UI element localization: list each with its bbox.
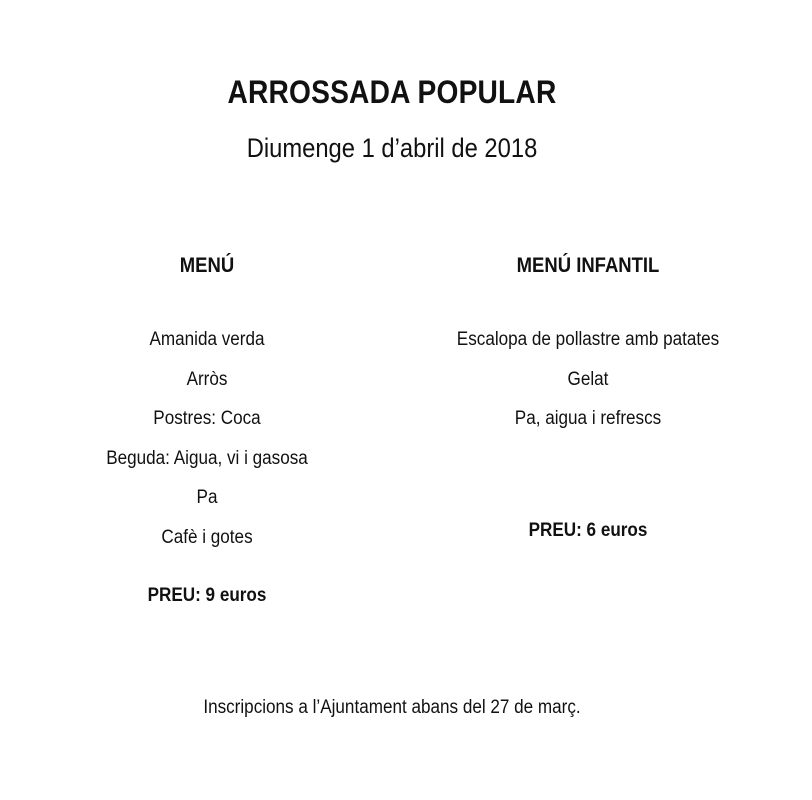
kids-menu-item: Pa, aigua i refrescs <box>514 408 662 430</box>
menu-price: PREU: 9 euros <box>147 584 267 606</box>
menu-items-list <box>57 320 357 558</box>
menu-item: Arròs <box>186 368 228 390</box>
kids-menu-column <box>418 252 758 545</box>
event-date: Diumenge 1 d’abril de 2018 <box>246 133 538 163</box>
kids-menu-item: Gelat <box>567 368 609 390</box>
menu-item: Postres: Coca <box>153 408 261 430</box>
menu-column <box>57 252 357 610</box>
registration-note: Inscripcions a l’Ajuntament abans del 27 de març. <box>203 697 581 718</box>
kids-menu-heading: MENÚ INFANTIL <box>516 254 660 277</box>
menu-item: Beguda: Aigua, vi i gasosa <box>106 447 308 469</box>
menu-item: Cafè i gotes <box>161 526 253 548</box>
menu-item: Pa <box>196 487 218 509</box>
kids-menu-items-list <box>418 320 758 439</box>
page-title: ARROSSADA POPULAR <box>227 74 557 110</box>
menu-item: Amanida verda <box>149 329 265 350</box>
kids-menu-item: Escalopa de pollastre amb patates <box>456 329 720 350</box>
menu-heading: MENÚ <box>179 254 235 277</box>
kids-menu-price: PREU: 6 euros <box>528 519 648 541</box>
